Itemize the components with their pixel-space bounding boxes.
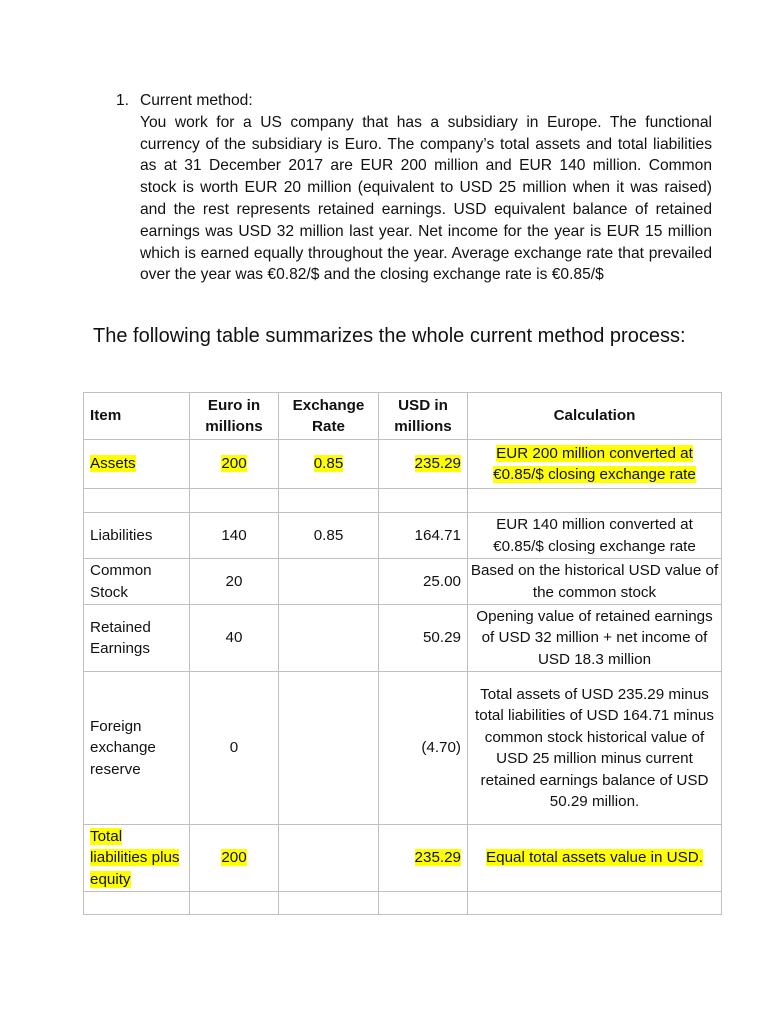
row-rate — [279, 605, 379, 672]
problem-heading: Current method: — [140, 92, 253, 109]
row-calc: Total assets of USD 235.29 minus total liabilities of USD 164.71 minus common stock historical value of USD 25 million minus current retained earnings balance of USD 50.29 million. — [468, 672, 722, 825]
row-usd: 235.29 — [414, 455, 461, 473]
row-calc — [468, 489, 722, 513]
row-euro: 200 — [221, 455, 247, 473]
row-item: Liabilities — [84, 513, 190, 559]
table-row — [84, 672, 722, 825]
row-item: Foreign exchange reserve — [84, 672, 190, 825]
table-intro: The following table summarizes the whole current method process: — [93, 325, 686, 347]
row-item: Total liabilities plus equity — [90, 827, 180, 888]
table-row-empty — [84, 489, 722, 513]
row-usd — [379, 489, 468, 513]
table-row-empty — [84, 892, 722, 915]
row-euro — [190, 892, 279, 915]
row-item — [84, 489, 190, 513]
list-number: 1. — [116, 92, 130, 109]
row-usd — [379, 892, 468, 915]
row-euro — [190, 489, 279, 513]
row-calc: Based on the historical USD value of the common stock — [468, 559, 722, 605]
row-rate: 0.85 — [279, 513, 379, 559]
row-euro: 140 — [190, 513, 279, 559]
table-row — [84, 825, 722, 892]
row-euro: 0 — [190, 672, 279, 825]
table-row — [84, 605, 722, 672]
row-calc: EUR 200 million converted at €0.85/$ closing exchange rate — [493, 444, 696, 483]
row-item — [84, 892, 190, 915]
header-calc: Calculation — [468, 393, 722, 440]
row-rate — [279, 559, 379, 605]
row-calc — [468, 892, 722, 915]
header-usd: USD in millions — [379, 393, 468, 440]
row-calc: EUR 140 million converted at €0.85/$ closing exchange rate — [468, 513, 722, 559]
header-item: Item — [84, 393, 190, 440]
row-item: Retained Earnings — [84, 605, 190, 672]
row-usd: 235.29 — [414, 849, 461, 867]
row-rate — [279, 489, 379, 513]
row-rate: 0.85 — [313, 455, 344, 473]
table-row — [84, 559, 722, 605]
row-usd: 164.71 — [379, 513, 468, 559]
row-item: Assets — [90, 455, 136, 473]
row-euro: 40 — [190, 605, 279, 672]
row-rate — [279, 892, 379, 915]
current-method-table — [83, 392, 722, 915]
row-usd: 25.00 — [379, 559, 468, 605]
row-calc: Opening value of retained earnings of USD 32 million + net income of USD 18.3 million — [468, 605, 722, 672]
row-euro: 20 — [190, 559, 279, 605]
table-row — [84, 513, 722, 559]
row-euro: 200 — [221, 849, 247, 867]
table-header-row — [84, 393, 722, 440]
problem-text: You work for a US company that has a subsidiary in Europe. The functional currency of the subsidiary is Euro. The company’s total assets and total liabilities as at 31 December 2017 are EUR 200 million and EUR 140 million. Common stock is worth EUR 20 million (equivalent to USD 25 million when it was raised) and the rest represents retained earnings. USD equivalent balance of retained earnings was USD 32 million last year. Net income for the year is EUR 15 million which is earned equally throughout the year. Average exchange rate that prevailed over the year was €0.82/$ and the closing exchange rate is €0.85/$ — [140, 113, 712, 284]
header-euro: Euro in millions — [190, 393, 279, 440]
table-row — [84, 440, 722, 489]
header-rate: Exchange Rate — [279, 393, 379, 440]
row-item: Common Stock — [84, 559, 190, 605]
row-calc: Equal total assets value in USD. — [486, 849, 703, 867]
row-usd: (4.70) — [379, 672, 468, 825]
row-rate — [279, 672, 379, 825]
row-usd: 50.29 — [379, 605, 468, 672]
row-rate — [279, 825, 379, 892]
